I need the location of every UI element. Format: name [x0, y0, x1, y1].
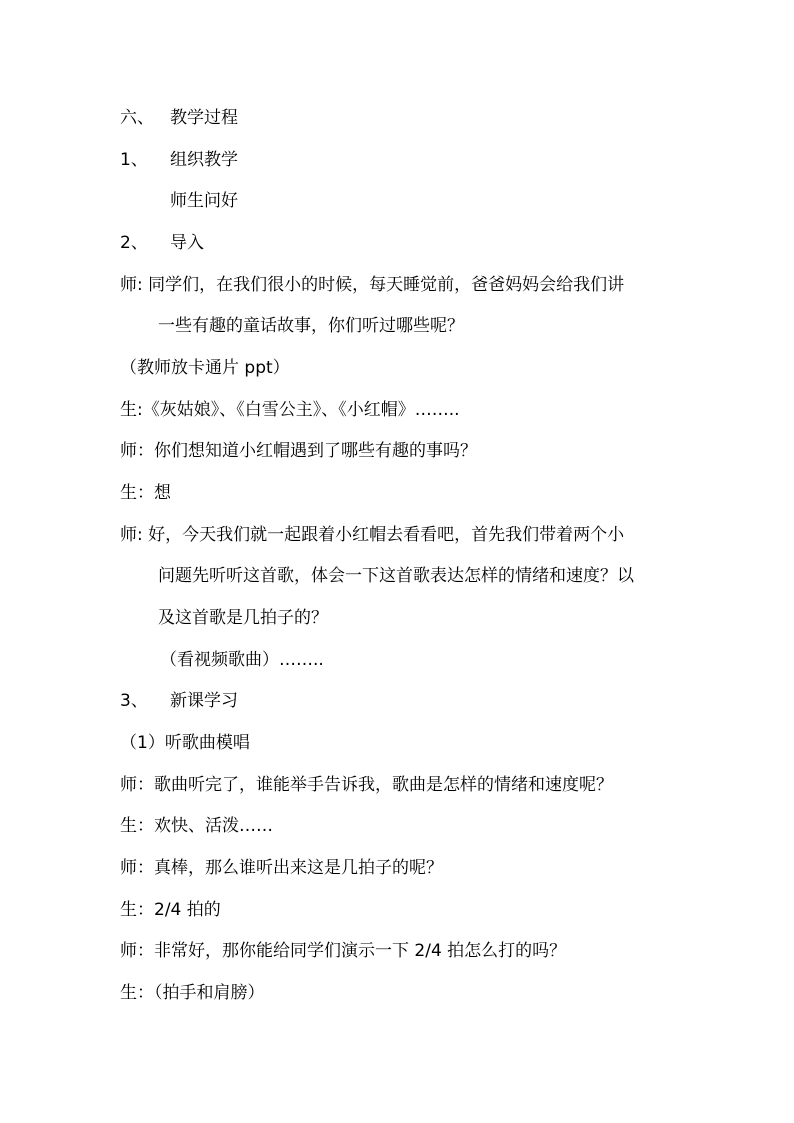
item-title-2: 导入 [170, 233, 204, 253]
item-heading-2 [120, 229, 204, 257]
student-line-4: 生：2/4 拍的 [120, 900, 221, 920]
note-ppt: （教师放卡通片 ppt） [120, 358, 290, 378]
note-video: （看视频歌曲）…….. [160, 650, 324, 670]
item-number-3: 3、 [120, 691, 148, 711]
item-title-3: 新课学习 [170, 691, 238, 711]
teacher-line-1-cont: 一些有趣的童话故事，你们听过哪些呢？ [158, 316, 464, 336]
item1-text: 师生问好 [170, 191, 238, 211]
teacher-line-3: 师: 好，今天我们就一起跟着小红帽去看看吧，首先我们带着两个小 [120, 525, 625, 545]
section-title: 教学过程 [170, 108, 238, 128]
subitem-1: （1）听歌曲模唱 [120, 733, 250, 753]
item-title-1: 组织教学 [170, 150, 238, 170]
student-line-5: 生：（拍手和肩膀） [120, 983, 265, 1003]
section-heading [120, 104, 238, 132]
student-line-2: 生：想 [120, 483, 171, 503]
item-heading-1 [120, 146, 238, 174]
item-number-2: 2、 [120, 233, 148, 253]
teacher-line-5: 师：真棒，那么谁听出来这是几拍子的呢？ [120, 858, 443, 878]
teacher-line-3-cont-1: 问题先听听这首歌，体会一下这首歌表达怎样的情绪和速度？以 [158, 566, 634, 586]
student-line-1: 生:《灰姑娘》、《白雪公主》、《小红帽》…….. [120, 400, 460, 420]
student-line-3: 生：欢快、活泼…… [120, 816, 273, 836]
teacher-line-1: 师: 同学们，在我们很小的时候，每天睡觉前，爸爸妈妈会给我们讲 [120, 275, 625, 295]
item-heading-3 [120, 687, 238, 715]
teacher-line-3-cont-2: 及这首歌是几拍子的？ [158, 608, 328, 628]
teacher-line-6: 师：非常好，那你能给同学们演示一下 2/4 拍怎么打的吗？ [120, 941, 567, 961]
teacher-line-4: 师：歌曲听完了，谁能举手告诉我，歌曲是怎样的情绪和速度呢？ [120, 775, 613, 795]
section-number: 六、 [120, 108, 154, 128]
item-number-1: 1、 [120, 150, 148, 170]
teacher-line-2: 师：你们想知道小红帽遇到了哪些有趣的事吗？ [120, 441, 477, 461]
